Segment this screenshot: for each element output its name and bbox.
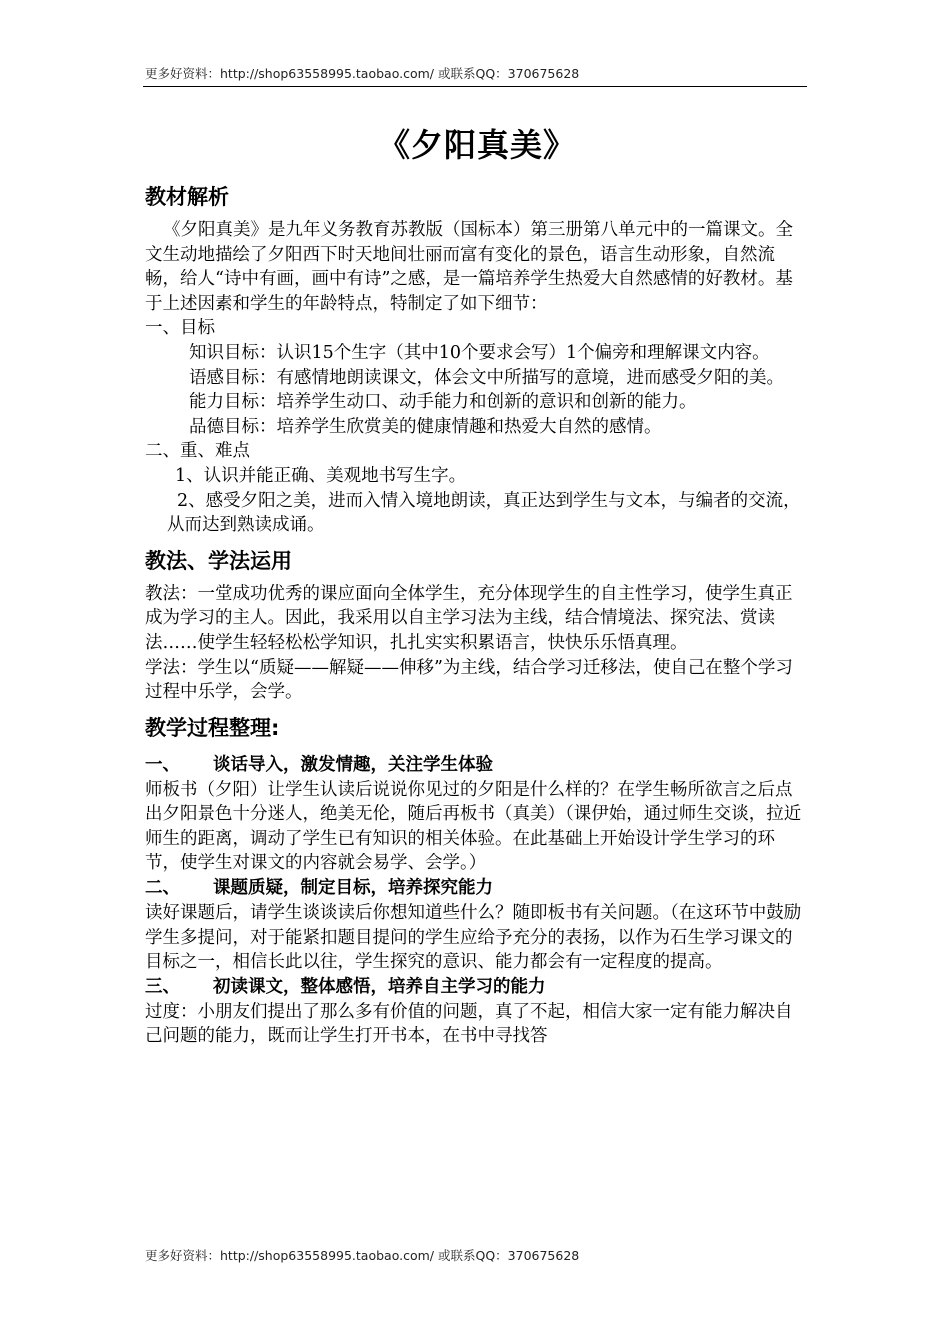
step1-text: 师板书（夕阳）让学生认读后说说你见过的夕阳是什么样的？在学生畅所欲言之后点出夕阳景色十分迷人，绝美无伦，随后再板书（真美）（课伊始，通过师生交谈，拉近师生的距离，调动了学生已有知识的相关体验。在此基础上开始设计学生学习的环节，使学生对课文的内容就会易学、会学。） [145, 779, 802, 874]
method-heading: 教法、学法运用 [145, 548, 292, 573]
step1-title: 谈话导入，激发情趣，关注学生体验 [213, 754, 493, 775]
document-body [145, 120, 809, 1049]
analysis-paragraph: 《夕阳真美》是九年义务教育苏教版（国标本）第三册第八单元中的一篇课文。全文生动地描绘了夕阳西下时天地间壮丽而富有变化的景色，语言生动形象，自然流畅，给人“诗中有画，画中有诗”之感，是一篇培养学生热爱大自然感情的好教材。基于上述因素和学生的年龄特点，特制定了如下细节： [145, 220, 793, 314]
header-rule [143, 86, 807, 87]
step2-text: 读好课题后，请学生谈谈读后你想知道些什么？随即板书有关问题。（在这环节中鼓励学生多提问，对于能紧扣题目提问的学生应给予充分的表扬，以作为石生学习课文的目标之一，相信长此以往，学生探究的意识、能力都会有一定程度的提高。 [145, 903, 802, 973]
analysis-heading: 教材解析 [145, 185, 229, 209]
goal-ability: 能力目标：培养学生动口、动手能力和创新的意识和创新的能力。 [189, 392, 697, 413]
goals-heading: 一、目标 [145, 318, 215, 339]
key-points-heading: 二、重、难点 [145, 441, 250, 462]
step1-number: 一、 [145, 754, 180, 775]
step2-number: 二、 [145, 878, 180, 899]
step3-number: 三、 [145, 976, 180, 997]
document-title: 《夕阳真美》 [377, 126, 576, 164]
step1-heading [145, 753, 809, 778]
step2-heading [145, 876, 809, 901]
method-learn: 学法：学生以“质疑——解疑——伸移”为主线，结合学习迁移法，使自己在整个学习过程中乐学，会学。 [145, 657, 793, 703]
goal-moral: 品德目标：培养学生欣赏美的健康情趣和热爱大自然的感情。 [189, 416, 662, 437]
step2-title: 课题质疑，制定目标，培养探究能力 [213, 878, 493, 899]
method-teach: 教法：一堂成功优秀的课应面向全体学生，充分体现学生的自主性学习，使学生真正成为学习的主人。因此，我采用以自主学习法为主线，结合情境法、探究法、赏读法……使学生轻轻松松学知识，扎扎实实积累语言，快快乐乐悟真理。 [145, 583, 793, 653]
step3-text: 过度：小朋友们提出了那么多有价值的问题，真了不起，相信大家一定有能力解决自己问题的能力，既而让学生打开书本，在书中寻找答 [145, 1001, 793, 1047]
page-footer: 更多好资料：http://shop63558995.taobao.com/ 或联系QQ：370675628 [145, 1248, 580, 1263]
key-point-2: 2、感受夕阳之美，进而入情入境地朗读，真正达到学生与文本，与编者的交流，从而达到熟读成诵。 [167, 490, 801, 536]
step3-title: 初读课文，整体感悟，培养自主学习的能力 [213, 976, 546, 997]
process-heading: 教学过程整理: [145, 715, 280, 740]
key-point-1: 1、认识并能正确、美观地书写生字。 [175, 465, 467, 486]
page-header: 更多好资料：http://shop63558995.taobao.com/ 或联系QQ：370675628 [145, 66, 580, 81]
goal-language: 语感目标：有感情地朗读课文，体会文中所描写的意境，进而感受夕阳的美。 [189, 367, 784, 388]
step3-heading [145, 975, 809, 1000]
goal-knowledge: 知识目标：认识15个生字（其中10个要求会写）1个偏旁和理解课文内容。 [189, 342, 770, 363]
